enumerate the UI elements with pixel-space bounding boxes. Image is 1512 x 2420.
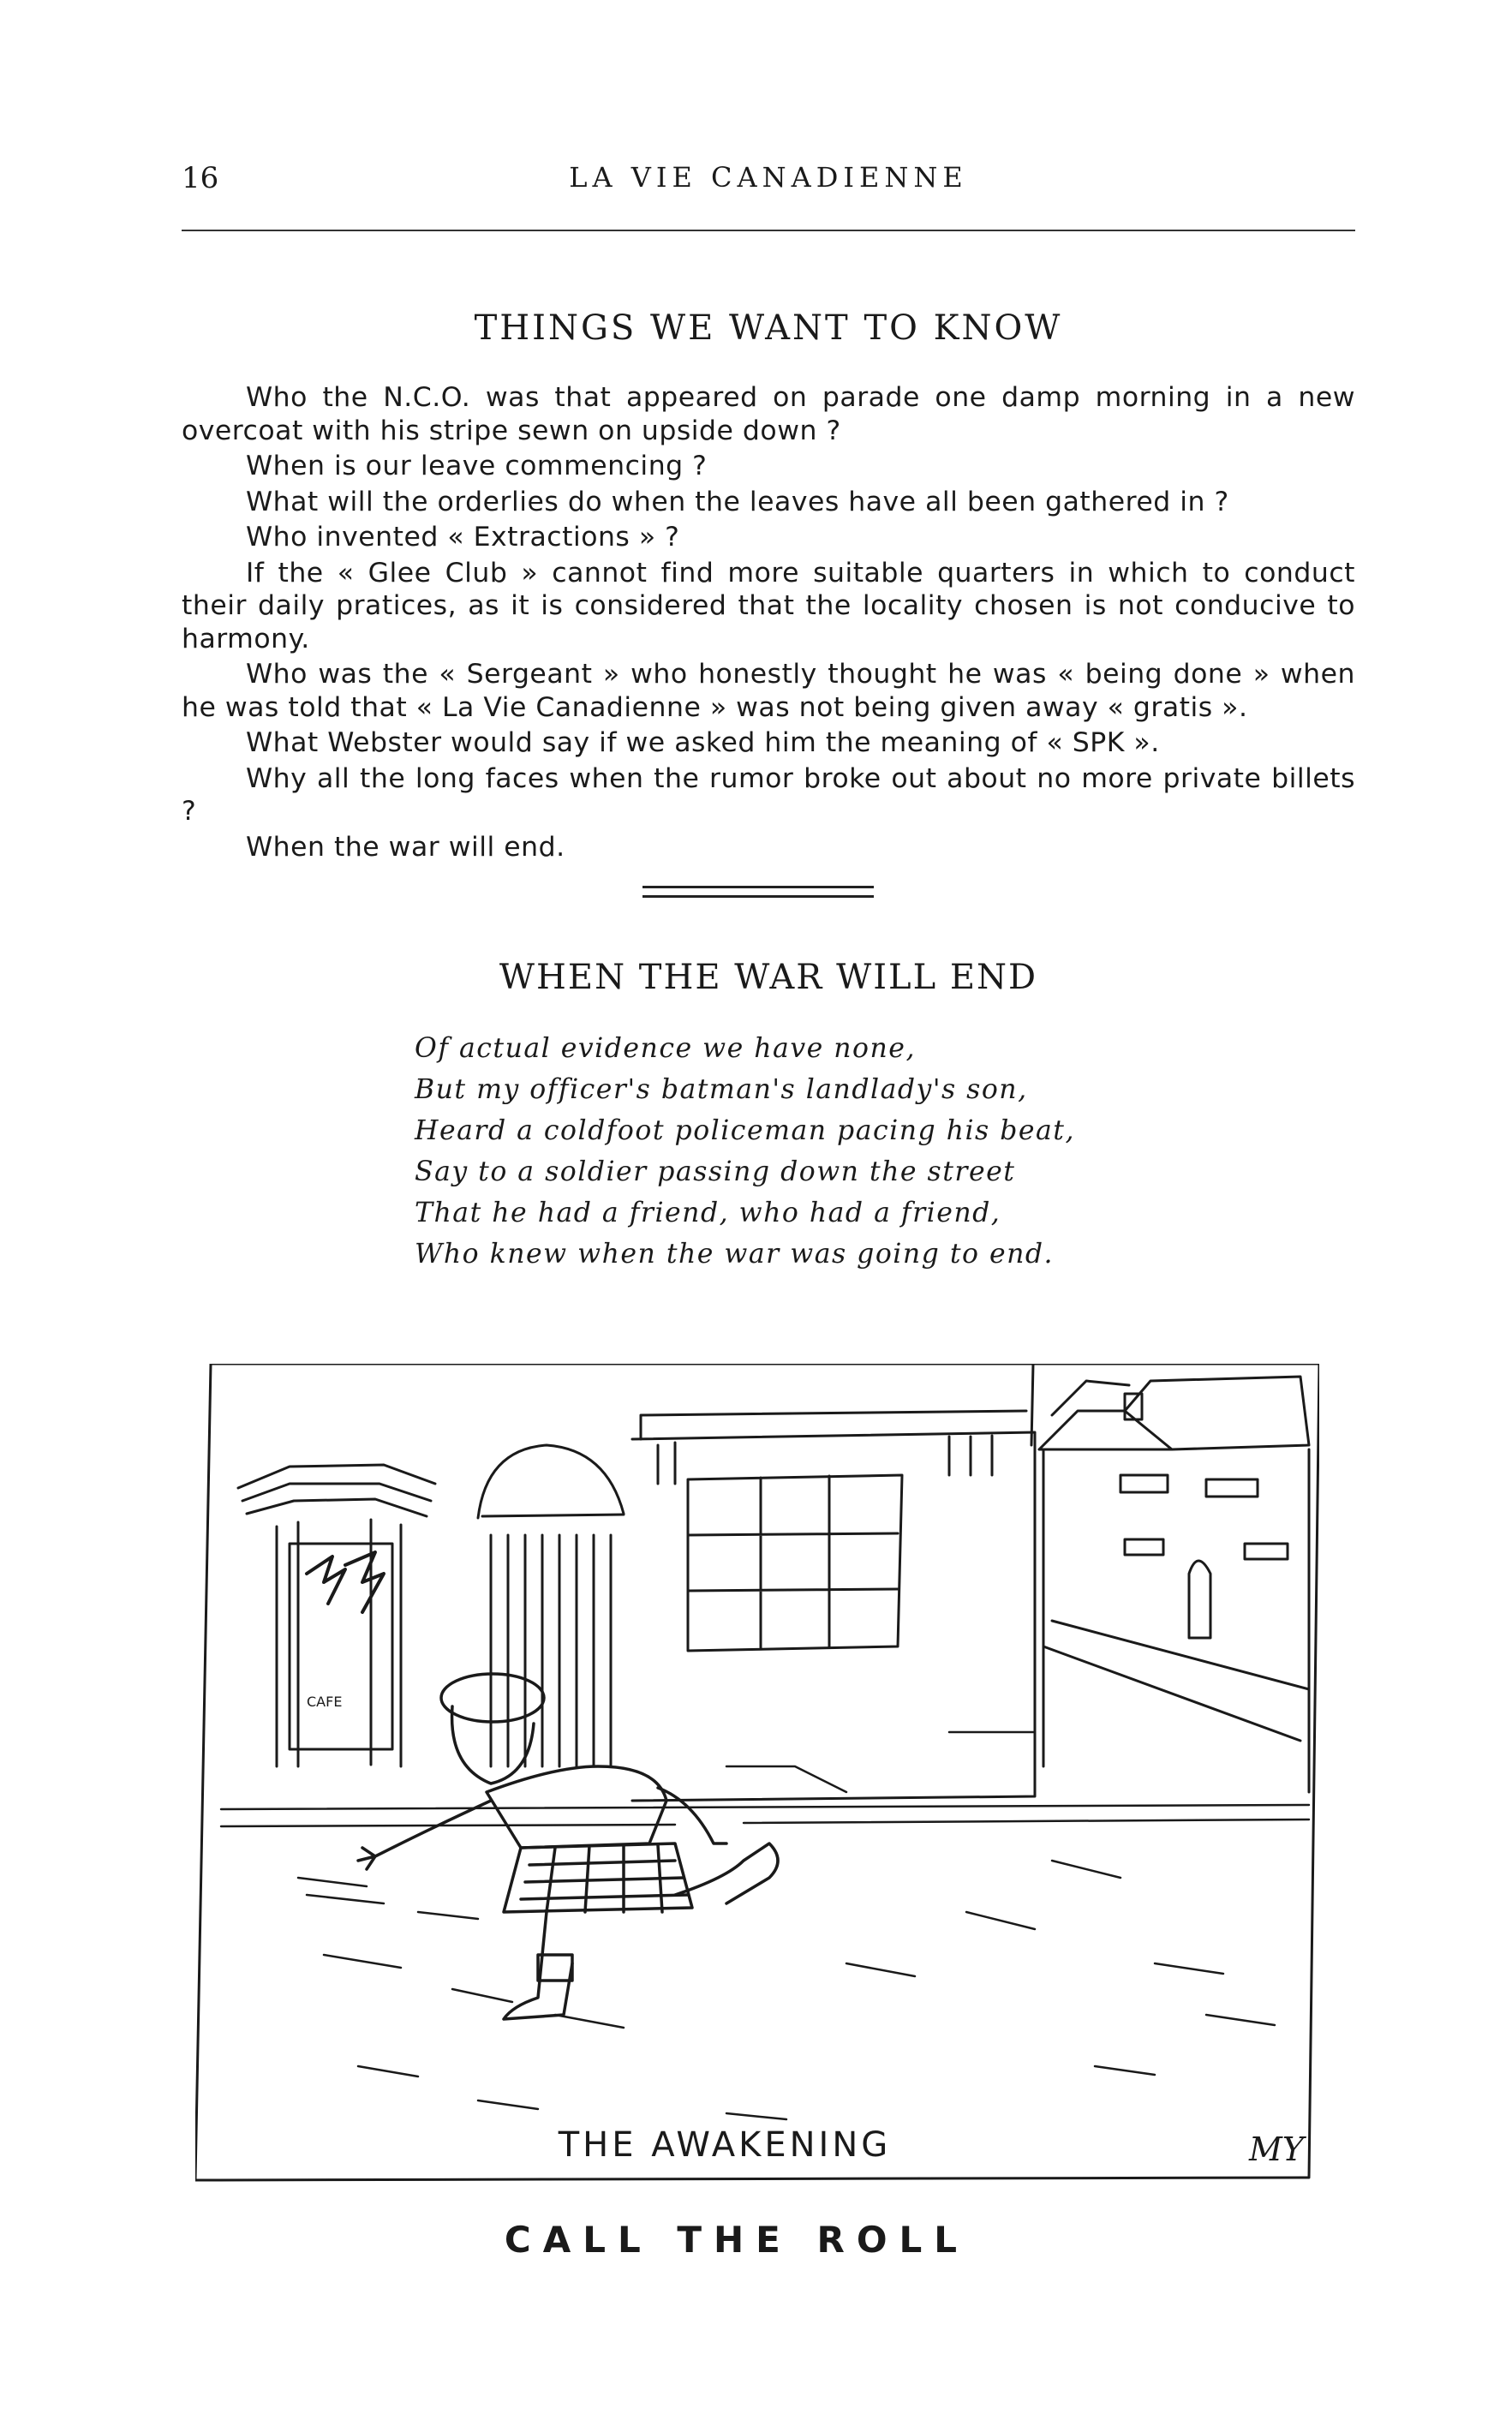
section-title-when-the-war-will-end: WHEN THE WAR WILL END: [499, 958, 1038, 997]
paragraph: What will the orderlies do when the leaves have all been gathered in ?: [246, 486, 1229, 517]
poem-line: Heard a coldfoot policeman pacing his beat,: [415, 1115, 1075, 1146]
section-title-things-we-want-to-know: THINGS WE WANT TO KNOW: [474, 308, 1063, 348]
running-title: LA VIE CANADIENNE: [569, 161, 968, 194]
poem-line: But my officer's batman's landlady's son,: [415, 1074, 1028, 1105]
header-rule: [182, 230, 1355, 231]
street-drawing: [221, 1732, 1309, 2119]
kiosk-drawing: [238, 1465, 435, 1766]
running-soldier-drawing: [358, 1674, 778, 2019]
poem-line: Say to a soldier passing down the street: [415, 1156, 1016, 1187]
paragraph: Who was the « Sergeant » who honestly thought he was « being done » when he was told that « La Vie Canadienne » was not being given away « gratis ».: [182, 659, 1355, 723]
cartoon-illustration: [195, 1364, 1319, 2182]
paragraph: Who the N.C.O. was that appeared on parade one damp morning in a new overcoat with his stripe sewn on upside down ?: [182, 382, 1355, 446]
arched-building-drawing: [478, 1445, 624, 1766]
shop-front-drawing: [632, 1411, 1035, 1801]
poem: [415, 1028, 1186, 1275]
poem-line: That he had a friend, who had a friend,: [415, 1198, 1001, 1228]
paragraph: If the « Glee Club » cannot find more suitable quarters in which to conduct their daily pratices, as it is considered that the locality chosen is not conducive to harmony.: [182, 557, 1355, 654]
page-header: [182, 161, 1355, 195]
caption-below-illustration: CALL THE ROLL: [504, 2219, 970, 2261]
paragraph: Who invented « Extractions » ?: [246, 522, 680, 553]
poster-text: CAFE: [307, 1694, 343, 1710]
page-number: 16: [182, 161, 219, 195]
section-body-questions: [182, 381, 1355, 866]
poem-line: Who knew when the war was going to end.: [415, 1239, 1055, 1270]
poem-line: Of actual evidence we have none,: [415, 1033, 916, 1064]
paragraph: When is our leave commencing ?: [246, 451, 708, 481]
artist-signature: MY: [1249, 2130, 1304, 2168]
illustration-caption: THE AWAKENING: [558, 2125, 892, 2165]
paragraph: What Webster would say if we asked him the meaning of « SPK ».: [246, 727, 1160, 758]
paragraph: Why all the long faces when the rumor broke out about no more private billets ?: [182, 762, 1355, 827]
paragraph: When the war will end.: [246, 831, 565, 863]
section-divider: [642, 886, 874, 898]
houses-drawing: [1039, 1377, 1309, 1792]
